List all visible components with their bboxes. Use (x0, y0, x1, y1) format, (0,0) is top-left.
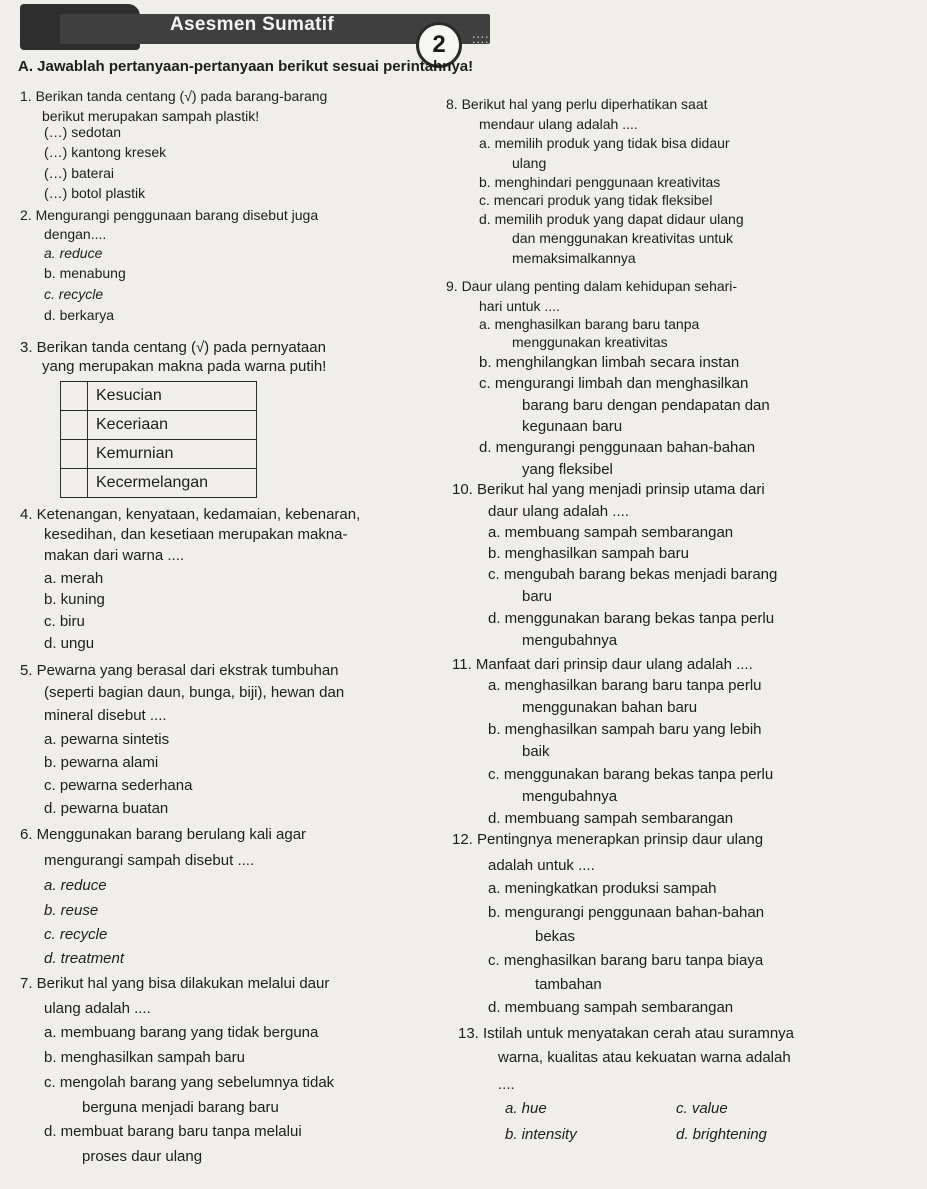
right-text-line: barang baru dengan pendapatan dan (522, 397, 770, 414)
right-text-line: .... (498, 1076, 515, 1093)
left-text-line: b. menabung (44, 265, 126, 281)
right-text-line: yang fleksibel (522, 461, 613, 478)
statement-label: Kecermelangan (88, 469, 257, 498)
right-text-line: daur ulang adalah .... (488, 503, 629, 520)
right-text-line: c. menghasilkan barang baru tanpa biaya (488, 952, 764, 969)
right-text-line: mengubahnya (522, 632, 618, 649)
question-3-table (60, 381, 257, 498)
table-row (61, 411, 257, 440)
right-text-line: 11. Manfaat dari prinsip daur ulang adalah .... (452, 656, 753, 673)
right-text-line: c. menggunakan barang bekas tanpa perlu (488, 766, 774, 783)
left-text-line: b. reuse (44, 902, 99, 919)
right-text-line: kegunaan baru (522, 418, 623, 435)
right-text-line: c. value (676, 1100, 728, 1117)
right-text-line: menggunakan kreativitas (512, 334, 668, 350)
left-text-line: c. recycle (44, 926, 108, 943)
left-text-line: ulang adalah .... (44, 1000, 151, 1017)
right-text-line: mendaur ulang adalah .... (479, 116, 638, 132)
right-text-line: c. mencari produk yang tidak fleksibel (479, 192, 713, 208)
left-text-line: berguna menjadi barang baru (82, 1099, 279, 1116)
left-text-line: dengan.... (44, 226, 107, 242)
left-text-line: a. reduce (44, 877, 107, 894)
right-text-line: a. menghasilkan barang baru tanpa perlu (488, 677, 762, 694)
table-row (61, 469, 257, 498)
left-text-line: b. pewarna alami (44, 754, 159, 771)
statement-label: Kesucian (88, 382, 257, 411)
left-text-line: 5. Pewarna yang berasal dari ekstrak tumbuhan (20, 662, 339, 679)
right-text-line: b. intensity (505, 1126, 577, 1143)
right-text-line: hari untuk .... (479, 298, 560, 314)
right-text-line: a. memilih produk yang tidak bisa didaur (479, 135, 730, 151)
right-text-line: 12. Pentingnya menerapkan prinsip daur ulang (452, 831, 764, 848)
left-text-line: d. treatment (44, 950, 125, 967)
right-text-line: baik (522, 743, 550, 760)
right-text-line: d. brightening (676, 1126, 767, 1143)
right-text-line: baru (522, 588, 553, 605)
left-text-line: a. pewarna sintetis (44, 731, 170, 748)
checkbox-cell[interactable] (61, 411, 88, 440)
right-text-line: b. menghilangkan limbah secara instan (479, 354, 740, 371)
checkbox-cell[interactable] (61, 382, 88, 411)
right-text-line: 9. Daur ulang penting dalam kehidupan sehari- (446, 278, 738, 294)
worksheet-number-badge: 2 (416, 22, 462, 68)
right-text-line: adalah untuk .... (488, 857, 595, 874)
right-text-line: ulang (512, 155, 547, 171)
left-text-line: c. biru (44, 613, 85, 630)
left-text-line: d. pewarna buatan (44, 800, 169, 817)
left-text-line: 3. Berikan tanda centang (√) pada pernyataan (20, 339, 326, 356)
left-text-line: d. membuat barang baru tanpa melalui (44, 1123, 302, 1140)
left-text-line: (…) botol plastik (44, 185, 146, 201)
right-text-line: a. meningkatkan produksi sampah (488, 880, 717, 897)
right-text-line: 13. Istilah untuk menyatakan cerah atau suramnya (458, 1025, 795, 1042)
left-text-line: a. membuang barang yang tidak berguna (44, 1024, 319, 1041)
left-text-line: b. menghasilkan sampah baru (44, 1049, 245, 1066)
right-text-line: b. mengurangi penggunaan bahan-bahan (488, 904, 765, 921)
left-text-line: 7. Berikut hal yang bisa dilakukan melalui daur (20, 975, 330, 992)
table-row (61, 382, 257, 411)
statement-label: Keceriaan (88, 411, 257, 440)
right-text-line: dan menggunakan kreativitas untuk (512, 230, 734, 246)
right-text-line: a. hue (505, 1100, 547, 1117)
left-text-line: c. recycle (44, 286, 104, 302)
left-text-line: makan dari warna .... (44, 547, 185, 564)
section-title: A. Jawablah pertanyaan-pertanyaan berikut sesuai perintahnya! (18, 58, 474, 75)
left-text-line: d. ungu (44, 635, 95, 652)
decorative-dots: :::: (472, 32, 490, 46)
left-text-line: mengurangi sampah disebut .... (44, 852, 255, 869)
left-text-line: c. mengolah barang yang sebelumnya tidak (44, 1074, 335, 1091)
left-text-line: (…) kantong kresek (44, 144, 167, 160)
left-text-line: 2. Mengurangi penggunaan barang disebut juga (20, 207, 319, 223)
right-text-line: warna, kualitas atau kekuatan warna adalah (498, 1049, 791, 1066)
right-text-line: d. menggunakan barang bekas tanpa perlu (488, 610, 775, 627)
right-text-line: tambahan (535, 976, 602, 993)
left-text-line: yang merupakan makna pada warna putih! (42, 358, 327, 375)
table-row (61, 440, 257, 469)
right-text-line: mengubahnya (522, 788, 618, 805)
left-text-line: 1. Berikan tanda centang (√) pada barang-barang (20, 88, 328, 104)
right-text-line: 10. Berikut hal yang menjadi prinsip utama dari (452, 481, 765, 498)
left-text-line: kesedihan, dan kesetiaan merupakan makna- (44, 526, 348, 543)
right-text-line: d. membuang sampah sembarangan (488, 810, 734, 827)
right-text-line: d. memilih produk yang dapat didaur ulang (479, 211, 744, 227)
left-text-line: mineral disebut .... (44, 707, 167, 724)
right-text-line: c. mengubah barang bekas menjadi barang (488, 566, 778, 583)
right-text-line: bekas (535, 928, 576, 945)
left-text-line: d. berkarya (44, 307, 115, 323)
right-text-line: d. membuang sampah sembarangan (488, 999, 734, 1016)
left-text-line: a. merah (44, 570, 104, 587)
left-text-line: b. kuning (44, 591, 105, 608)
right-text-line: menggunakan bahan baru (522, 699, 698, 716)
right-text-line: b. menghindari penggunaan kreativitas (479, 174, 721, 190)
header-banner (20, 4, 520, 58)
left-text-line: 6. Menggunakan barang berulang kali agar (20, 826, 307, 843)
left-text-line: 4. Ketenangan, kenyataan, kedamaian, kebenaran, (20, 506, 361, 523)
right-text-line: b. menghasilkan sampah baru (488, 545, 689, 562)
checkbox-cell[interactable] (61, 469, 88, 498)
right-text-line: b. menghasilkan sampah baru yang lebih (488, 721, 762, 738)
right-text-line: c. mengurangi limbah dan menghasilkan (479, 375, 749, 392)
statement-label: Kemurnian (88, 440, 257, 469)
checkbox-cell[interactable] (61, 440, 88, 469)
left-text-line: proses daur ulang (82, 1148, 203, 1165)
left-text-line: (…) sedotan (44, 124, 122, 140)
left-text-line: a. reduce (44, 245, 103, 261)
right-text-line: d. mengurangi penggunaan bahan-bahan (479, 439, 756, 456)
right-text-line: a. membuang sampah sembarangan (488, 524, 734, 541)
worksheet-title: Asesmen Sumatif (170, 14, 334, 35)
left-text-line: (…) baterai (44, 165, 115, 181)
right-text-line: memaksimalkannya (512, 250, 636, 266)
left-text-line: berikut merupakan sampah plastik! (42, 108, 260, 124)
left-text-line: c. pewarna sederhana (44, 777, 193, 794)
right-text-line: a. menghasilkan barang baru tanpa (479, 316, 700, 332)
left-text-line: (seperti bagian daun, bunga, biji), hewan dan (44, 684, 345, 701)
right-text-line: 8. Berikut hal yang perlu diperhatikan saat (446, 96, 708, 112)
